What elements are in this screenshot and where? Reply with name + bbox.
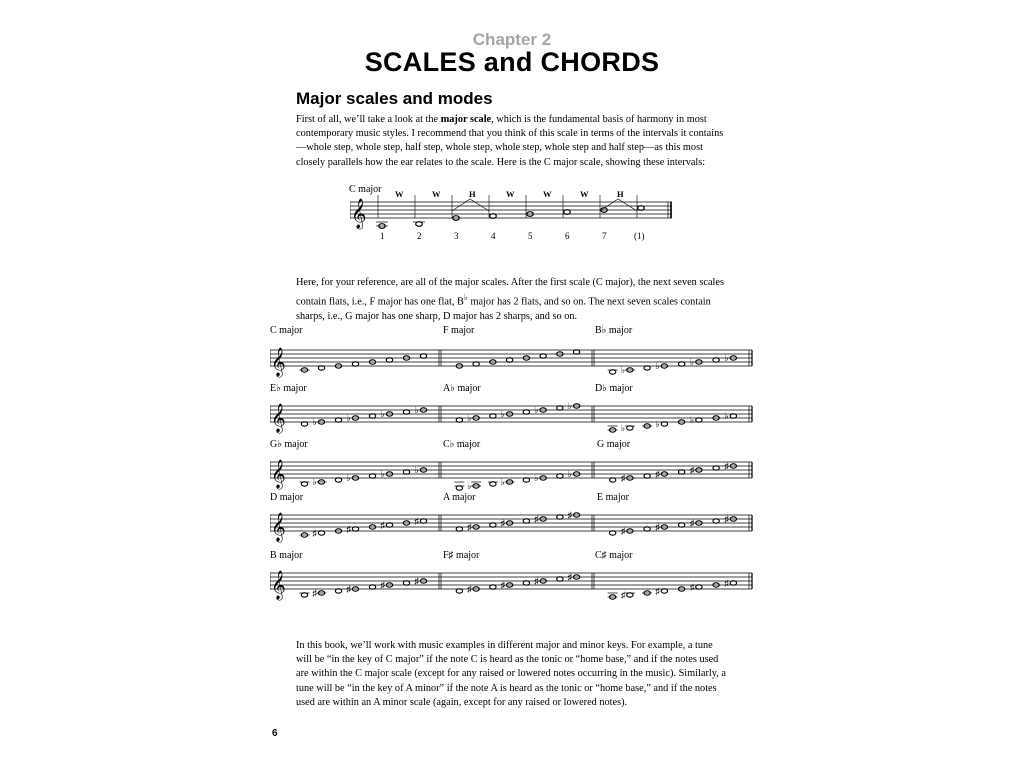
scales-notation <box>270 332 760 602</box>
degree-3: 3 <box>454 231 459 241</box>
svg-text:♭: ♭ <box>346 473 351 483</box>
svg-text:𝄞: 𝄞 <box>271 405 286 432</box>
svg-text:♯: ♯ <box>346 524 351 534</box>
svg-text:♭: ♭ <box>689 415 695 425</box>
svg-text:♭: ♭ <box>380 469 385 479</box>
keys-paragraph: In this book, we’ll work with music examples in different major and minor keys. For example, a tune will be “in the key of C major” if the note C is heard as the tonic or “home base,” and if the notes used are within the C major scale (except for any raised or lowered notes occurring in the music). Similarly, a tune will be “in the key of A minor” if the note A is heard as the tonic or “home base,” and if the notes used are within an A minor scale (again, except for any raised or lowered notes). <box>296 640 726 708</box>
scale-label-c: C major <box>270 325 303 336</box>
scale-label-dflat: D♭ major <box>595 383 633 394</box>
svg-text:♯: ♯ <box>312 588 317 598</box>
svg-text:♯: ♯ <box>380 520 385 530</box>
svg-text:♯: ♯ <box>689 582 695 592</box>
svg-text:♯: ♯ <box>380 580 385 590</box>
intro-paragraph <box>296 113 731 170</box>
svg-text:♯: ♯ <box>724 578 729 588</box>
interval-example-label: C major <box>349 184 382 195</box>
svg-text:♭: ♭ <box>724 411 729 421</box>
scale-label-f: F major <box>443 325 475 336</box>
degree-7: 7 <box>602 231 607 241</box>
scale-label-csharp: C♯ major <box>595 550 633 561</box>
svg-text:♯: ♯ <box>655 522 660 532</box>
svg-text:♭: ♭ <box>567 401 572 411</box>
svg-text:♭: ♭ <box>380 409 385 419</box>
para1-text-a: First of all, we’ll take a look at the <box>296 114 441 125</box>
svg-text:𝄞: 𝄞 <box>271 572 286 599</box>
svg-text:♯: ♯ <box>620 590 626 600</box>
svg-text:♭: ♭ <box>467 481 472 491</box>
degree-6: 6 <box>565 231 570 241</box>
svg-text:♭: ♭ <box>414 405 419 415</box>
svg-text:♯: ♯ <box>346 584 351 594</box>
para2-text-b: major has 2 flats, and so on. The next seven scales contain sharps, i.e., G major has one sharp, D major has 2 sharps, and so on. <box>296 296 711 322</box>
degree-1: 1 <box>380 231 385 241</box>
svg-text:♭: ♭ <box>620 423 626 433</box>
svg-text:♯: ♯ <box>534 514 539 524</box>
para2-text-a: Here, for your reference, are all of the major scales. After the first scale (C major), the next seven scales contain flats, i.e., F major has one flat, B <box>296 277 724 308</box>
treble-clef-icon: 𝄞 <box>351 199 367 228</box>
para1-text-b: , which is the fundamental basis of harmony in most contemporary music styles. I recommend that you think of this scale in terms of the intervals it contains—whole step, whole step, half step, whole step, whole step, whole step and half step—as this most closely parallels how the ear relates to the scale. Here is the C major scale, showing these intervals: <box>296 114 724 168</box>
degree-8: (1) <box>634 231 645 241</box>
svg-text:♭: ♭ <box>414 465 419 475</box>
svg-text:♭: ♭ <box>312 477 317 487</box>
chapter-label: Chapter 2 <box>472 30 552 49</box>
svg-text:♭: ♭ <box>346 413 351 423</box>
svg-text:♯: ♯ <box>500 518 506 528</box>
svg-text:♭: ♭ <box>467 413 472 423</box>
svg-text:♯: ♯ <box>467 584 472 594</box>
svg-text:♯: ♯ <box>567 572 573 582</box>
svg-text:♭: ♭ <box>500 477 505 487</box>
flat-symbol: ♭ <box>463 292 468 303</box>
para1-bold: major scale <box>440 114 492 125</box>
svg-text:♭: ♭ <box>312 417 317 427</box>
step-7: H <box>617 189 624 199</box>
section-heading: Major scales and modes <box>296 89 493 108</box>
svg-text:♭: ♭ <box>620 365 626 375</box>
svg-text:♯: ♯ <box>620 473 626 483</box>
svg-text:♭: ♭ <box>655 361 660 371</box>
step-6: W <box>580 189 589 199</box>
svg-text:♯: ♯ <box>689 465 695 475</box>
scale-label-aflat: A♭ major <box>443 383 481 394</box>
step-3: H <box>469 189 476 199</box>
scale-label-cflat: C♭ major <box>443 439 481 450</box>
svg-text:♯: ♯ <box>724 514 729 524</box>
svg-text:♯: ♯ <box>414 516 419 526</box>
scale-label-eflat: E♭ major <box>270 383 307 394</box>
svg-text:♭: ♭ <box>534 405 539 415</box>
svg-text:♯: ♯ <box>312 528 317 538</box>
svg-text:♯: ♯ <box>655 586 660 596</box>
svg-text:♭: ♭ <box>534 473 539 483</box>
svg-text:♭: ♭ <box>567 469 572 479</box>
svg-text:♯: ♯ <box>620 526 626 536</box>
svg-text:𝄞: 𝄞 <box>271 349 286 376</box>
page-number: 6 <box>272 728 278 739</box>
scale-label-d: D major <box>270 492 304 503</box>
svg-text:♯: ♯ <box>467 522 472 532</box>
svg-text:♭: ♭ <box>655 419 660 429</box>
step-5: W <box>543 189 552 199</box>
step-2: W <box>432 189 441 199</box>
svg-text:♯: ♯ <box>724 461 729 471</box>
svg-text:♭: ♭ <box>500 409 505 419</box>
scale-label-bflat: B♭ major <box>595 325 633 336</box>
scale-label-g: G major <box>597 439 631 450</box>
degree-5: 5 <box>528 231 533 241</box>
svg-text:♯: ♯ <box>534 576 539 586</box>
scales-paragraph <box>296 276 731 324</box>
svg-text:♯: ♯ <box>500 580 506 590</box>
degree-2: 2 <box>417 231 422 241</box>
svg-text:♭: ♭ <box>689 357 695 367</box>
svg-text:♭: ♭ <box>724 353 729 363</box>
svg-text:𝄞: 𝄞 <box>271 461 286 488</box>
svg-text:♯: ♯ <box>567 510 573 520</box>
step-1: W <box>395 189 404 199</box>
scale-label-gflat: G♭ major <box>270 439 308 450</box>
chapter-title: SCALES and CHORDS <box>364 47 660 77</box>
svg-text:♯: ♯ <box>414 576 419 586</box>
scale-label-e: E major <box>597 492 629 503</box>
svg-text:♯: ♯ <box>655 469 660 479</box>
scale-label-b: B major <box>270 550 303 561</box>
scale-label-fsharp: F♯ major <box>443 550 480 561</box>
svg-text:♯: ♯ <box>689 518 695 528</box>
svg-text:𝄞: 𝄞 <box>271 514 286 541</box>
step-4: W <box>506 189 515 199</box>
degree-4: 4 <box>491 231 496 241</box>
scale-label-a: A major <box>443 492 476 503</box>
